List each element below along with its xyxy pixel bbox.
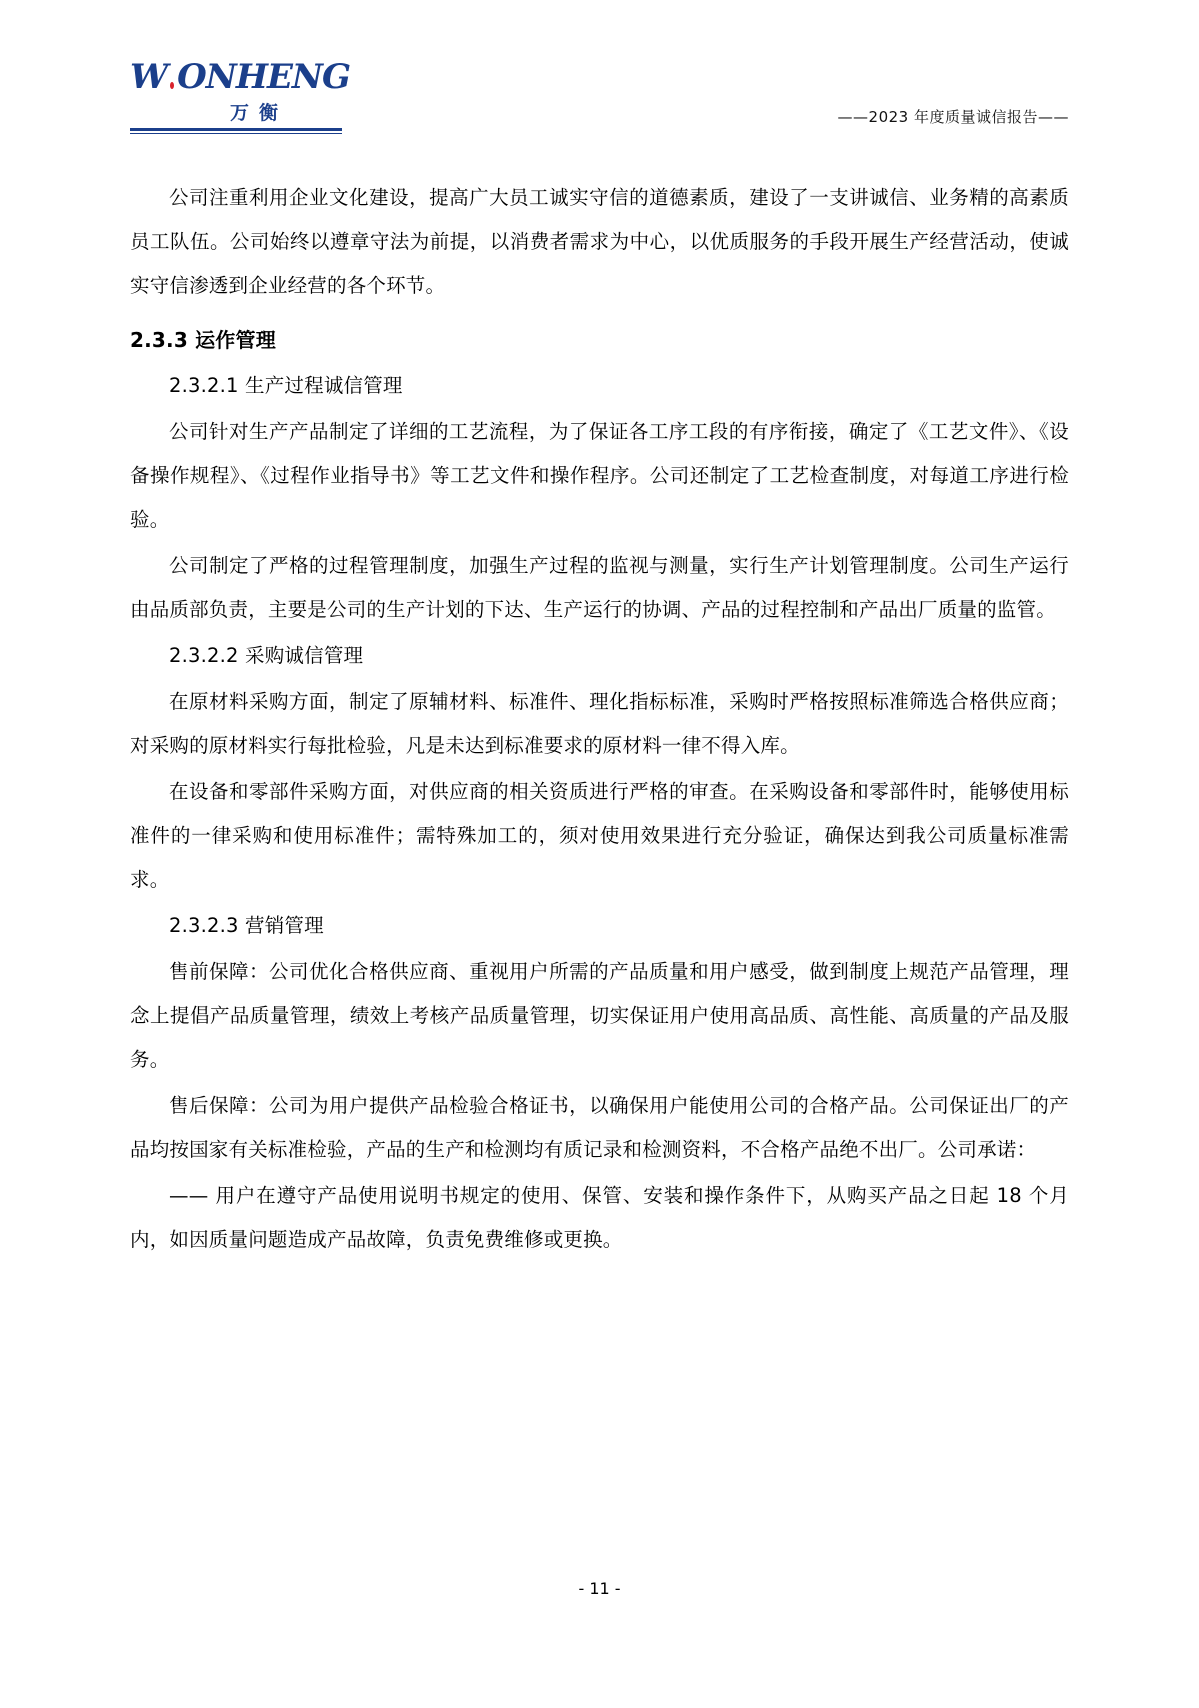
body-paragraph: 公司注重利用企业文化建设，提高广大员工诚实守信的道德素质，建设了一支讲诚信、业务精的高素质员工队伍。公司始终以遵章守法为前提，以消费者需求为中心，以优质服务的手段开展生产经营活动，使诚实守信渗透到企业经营的各个环节。 — [130, 186, 1069, 297]
body-paragraph: 公司制定了严格的过程管理制度，加强生产过程的监视与测量，实行生产计划管理制度。公司生产运行由品质部负责，主要是公司的生产计划的下达、生产运行的协调、产品的过程控制和产品出厂质量的监管。 — [130, 554, 1069, 621]
logo-letters-rest: ONHENG — [177, 57, 350, 97]
page-number: - 11 - — [578, 1579, 621, 1598]
section-subheading: 2.3.2.3 营销管理 — [169, 914, 324, 937]
body-paragraph: 售前保障：公司优化合格供应商、重视用户所需的产品质量和用户感受，做到制度上规范产品管理，理念上提倡产品质量管理，绩效上考核产品质量管理，切实保证用户使用高品质、高性能、高质量的产品及服务。 — [130, 960, 1069, 1071]
section-subheading: 2.3.2.1 生产过程诚信管理 — [169, 374, 403, 397]
document-body — [130, 176, 1069, 1264]
body-paragraph: 在原材料采购方面，制定了原辅材料、标准件、理化指标标准，采购时严格按照标准筛选合格供应商；对采购的原材料实行每批检验，凡是未达到标准要求的原材料一律不得入库。 — [130, 690, 1069, 757]
logo-chinese-name: 万衡 — [229, 102, 288, 124]
logo-dot-icon — [170, 82, 174, 89]
body-paragraph: 在设备和零部件采购方面，对供应商的相关资质进行严格的审查。在采购设备和零部件时，能够使用标准件的一律采购和使用标准件；需特殊加工的，须对使用效果进行充分验证，确保达到我公司质量标准需求。 — [130, 780, 1069, 891]
company-logo — [130, 57, 350, 134]
logo-letter-w: W — [130, 57, 168, 97]
logo-rule-thin — [130, 133, 342, 134]
section-subheading: 2.3.2.2 采购诚信管理 — [169, 644, 364, 667]
logo-wordmark — [130, 57, 350, 97]
page-header — [130, 57, 1069, 140]
page-footer — [0, 1579, 1199, 1598]
body-paragraph: —— 用户在遵守产品使用说明书规定的使用、保管、安装和操作条件下，从购买产品之日起 18 个月内，如因质量问题造成产品故障，负责免费维修或更换。 — [130, 1184, 1069, 1251]
running-head: ——2023 年度质量诚信报告—— — [837, 108, 1069, 126]
body-paragraph: 售后保障：公司为用户提供产品检验合格证书，以确保用户能使用公司的合格产品。公司保证出厂的产品均按国家有关标准检验，产品的生产和检测均有质记录和检测资料，不合格产品绝不出厂。公司承诺： — [130, 1094, 1069, 1161]
section-heading: 2.3.3 运作管理 — [130, 328, 276, 352]
body-paragraph: 公司针对生产产品制定了详细的工艺流程，为了保证各工序工段的有序衔接，确定了《工艺文件》、《设备操作规程》、《过程作业指导书》等工艺文件和操作程序。公司还制定了工艺检查制度，对每道工序进行检验。 — [130, 420, 1069, 531]
logo-rule-thick — [130, 128, 342, 131]
